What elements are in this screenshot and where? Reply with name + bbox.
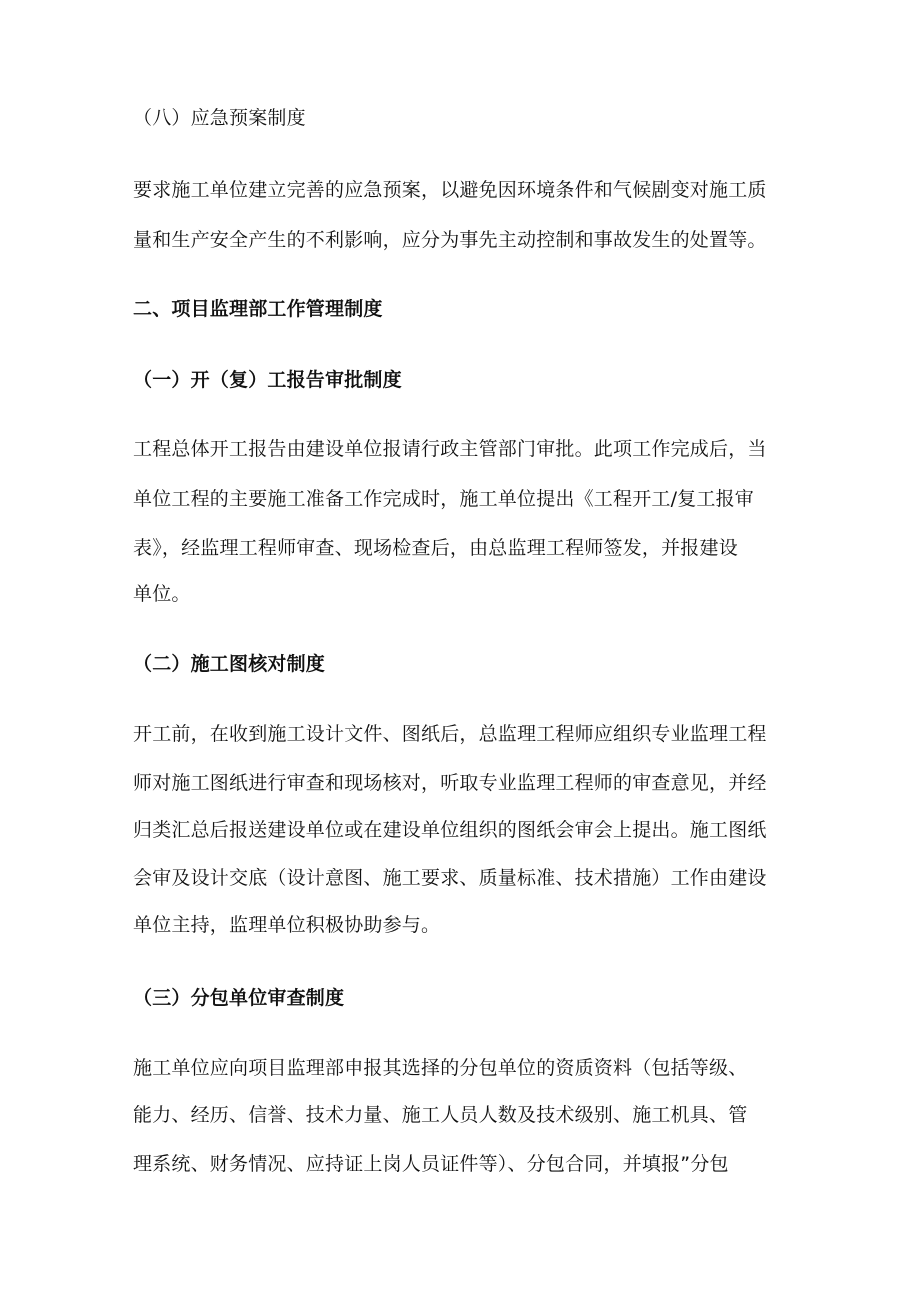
paragraph-line: 会审及设计交底（设计意图、施工要求、质量标准、技术措施）工作由建设 xyxy=(133,867,767,889)
paragraph-line: 施工单位应向项目监理部申报其选择的分包单位的资质资料（包括等级、 xyxy=(133,1057,748,1079)
chapter-2-title: 二、项目监理部工作管理制度 xyxy=(133,298,383,320)
paragraph-line: 量和生产安全产生的不利影响，应分为事先主动控制和事故发生的处置等。 xyxy=(133,229,767,251)
subsection-1-title: （一）开（复）工报告审批制度 xyxy=(133,369,402,391)
paragraph-line: 单位主持，监理单位积极协助参与。 xyxy=(133,914,441,936)
paragraph-line: 师对施工图纸进行审查和现场核对，听取专业监理工程师的审查意见，并经 xyxy=(133,772,767,794)
paragraph-line: 要求施工单位建立完善的应急预案，以避免因环境条件和气候剧变对施工质 xyxy=(133,179,767,201)
paragraph-line: 单位。 xyxy=(133,583,191,605)
paragraph-line: 工程总体开工报告由建设单位报请行政主管部门审批。此项工作完成后，当 xyxy=(133,438,767,460)
paragraph-line: 单位工程的主要施工准备工作完成时，施工单位提出《工程开工/复工报审 xyxy=(133,488,755,510)
paragraph-line: 理系统、财务情况、应持证上岗人员证件等）、分包合同，并填报”分包 xyxy=(133,1153,729,1175)
paragraph-line: 表》，经监理工程师审查、现场检查后，由总监理工程师签发，并报建设 xyxy=(133,537,738,559)
subsection-3-title: （三）分包单位审查制度 xyxy=(133,987,345,1009)
paragraph-line: 归类汇总后报送建设单位或在建设单位组织的图纸会审会上提出。施工图纸 xyxy=(133,819,767,841)
paragraph-line: 能力、经历、信誉、技术力量、施工人员人数及技术级别、施工机具、管 xyxy=(133,1104,748,1126)
subsection-2-title: （二）施工图核对制度 xyxy=(133,653,326,675)
paragraph-line: 开工前，在收到施工设计文件、图纸后，总监理工程师应组织专业监理工程 xyxy=(133,723,767,745)
section-8-title: （八）应急预案制度 xyxy=(133,107,306,129)
